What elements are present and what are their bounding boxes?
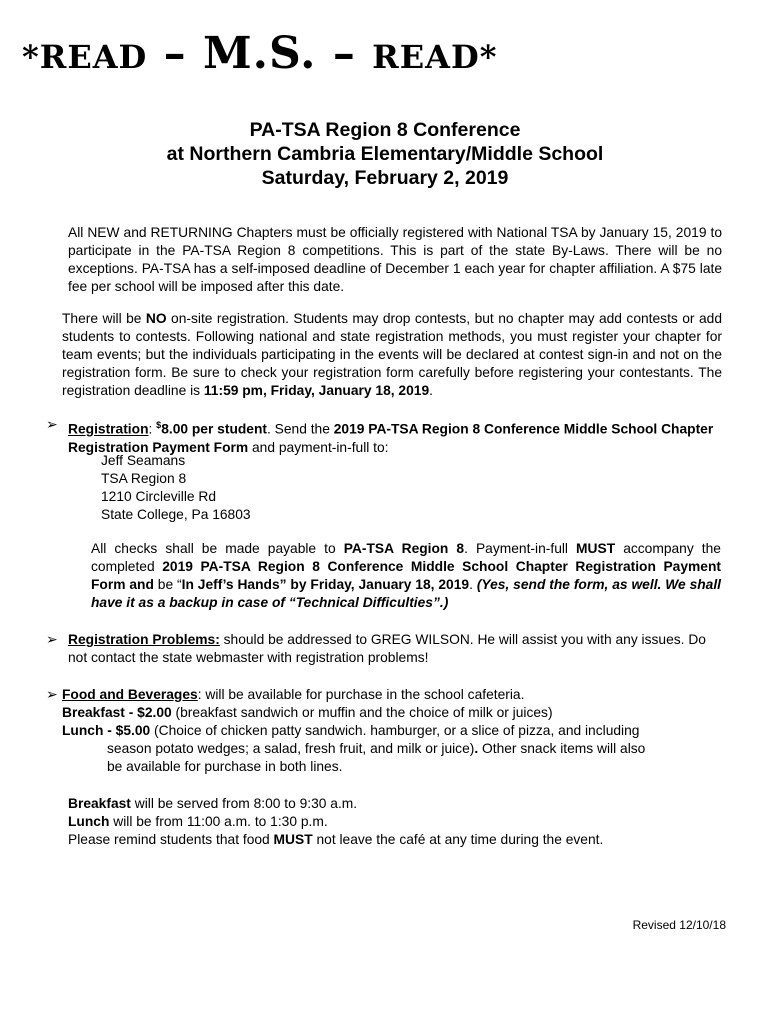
mailing-address (101, 452, 251, 524)
onsite-registration-paragraph: There will be NO on-site registration. Students may drop contests, but no chapter may add contests or add students to contests. Following national and state registration methods, you must register your chapter for team events; but the individuals participating in the events will be declared at contest sign-in and not on the registration form. Be sure to check your registration form carefully before registering your contestants. The registration deadline is 11:59 pm, Friday, January 18, 2019. (62, 311, 722, 398)
lunch-price: Lunch - $5.00 (62, 723, 151, 738)
registration-problems-section: Registration Problems: should be addressed to GREG WILSON. He will assist you with any issues. Do not contact the state webmaster with registration problems! (68, 632, 706, 665)
conference-title (0, 118, 770, 190)
banner-heading (22, 30, 497, 78)
meal-times: Breakfast will be served from 8:00 to 9:30 a.m. Lunch will be from 11:00 a.m. to 1:30 p.m. Please remind students that food MUST not leave the café at any time during the event. (68, 796, 604, 847)
registration-form-name: 2019 PA-TSA Region 8 Conference Middle School Chapter Registration Payment Form (68, 421, 714, 455)
banner-dash: – (163, 28, 187, 79)
address-line: 1210 Circleville Rd (101, 489, 217, 504)
revised-date: Revised 12/10/18 (632, 918, 726, 932)
food-heading: Food and Beverages (62, 687, 198, 702)
banner-right: READ* (372, 38, 498, 76)
breakfast-price: Breakfast - $2.00 (62, 705, 172, 720)
registration-deadline: 11:59 pm, Friday, January 18, 2019 (203, 383, 430, 398)
banner-dash: – (332, 28, 356, 79)
banner-center: M.S. (202, 28, 317, 79)
bullet-arrow-icon: ➢ (46, 416, 58, 432)
registration-section: Registration: $8.00 per student. Send the 2019 PA-TSA Region 8 Conference Middle School Chapter Registration Payment Form and payment-in-full to: (68, 420, 714, 455)
registration-heading: Registration (68, 421, 149, 437)
bullet-arrow-icon: ➢ (46, 686, 58, 702)
title-line-1: PA-TSA Region 8 Conference (249, 119, 521, 141)
problems-heading: Registration Problems: (68, 632, 220, 647)
payment-paragraph: All checks shall be made payable to PA-TSA Region 8. Payment-in-full MUST accompany the completed 2019 PA-TSA Region 8 Conference Middle School Chapter Registration Payment Form and be “In Jeff’s Hands” by Friday, January 18, 2019. (Yes, send the form, as well. We shall have it as a backup in case of “Technical Difficulties”.) (91, 541, 722, 610)
affiliation-paragraph: All NEW and RETURNING Chapters must be officially registered with National TSA by January 15, 2019 to participate in the PA-TSA Region 8 competitions. This is part of the state By-Laws. There will be no exceptions. PA-TSA has a self-imposed deadline of December 1 each year for chapter affiliation. A $75 late fee per school will be imposed after this date. (68, 225, 722, 294)
address-line: TSA Region 8 (101, 471, 187, 486)
registration-fee: 8.00 per student (161, 421, 267, 437)
bullet-arrow-icon: ➢ (46, 631, 58, 647)
food-section: Food and Beverages: will be available for purchase in the school cafeteria. Breakfast - $2.00 (breakfast sandwich or muffin and the choice of milk or juices) Lunch - $5.00 (Choice of chicken patty sandwich. hamburger, or a slice of pizza, and including season potato wedges; a salad, fresh fruit, and milk or juice). Other snack items will also be available for purchase in both lines. (62, 687, 646, 774)
title-line-3: Saturday, February 2, 2019 (261, 167, 509, 189)
title-line-2: at Northern Cambria Elementary/Middle School (166, 143, 604, 165)
banner-left: *READ (22, 38, 148, 76)
address-line: State College, Pa 16803 (101, 507, 251, 522)
address-line: Jeff Seamans (101, 453, 186, 468)
